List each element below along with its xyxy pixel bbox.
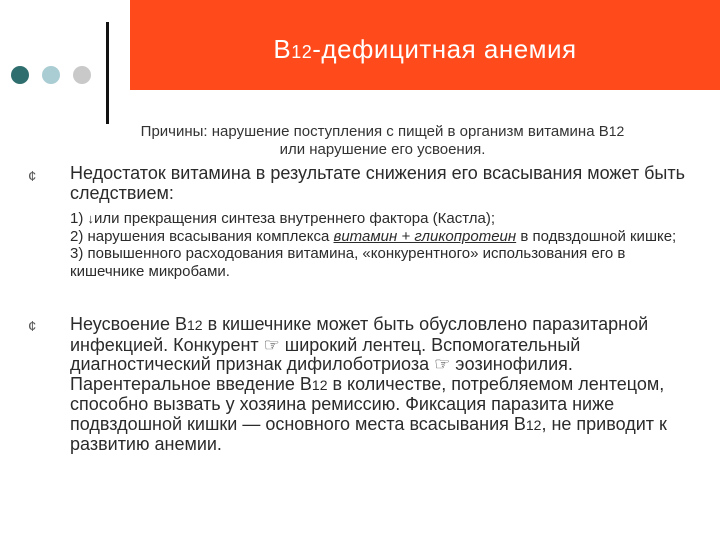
divider-line — [106, 22, 109, 124]
slide-title — [130, 34, 720, 65]
title-prefix: B — [273, 34, 292, 64]
bullet-icon: ¢ — [28, 168, 37, 185]
decor-dot-grey — [73, 66, 91, 84]
sublist-item-2: 2) нарушения всасывания комплекса витамин + гликопротеин в подвздошной кишке; — [70, 227, 677, 245]
causes-line-2: или нарушение его усвоения. — [279, 141, 486, 158]
sublist-item-1: 1) ↓или прекращения синтеза внутреннего фактора (Кастла); — [70, 210, 496, 227]
causes-text — [70, 122, 695, 159]
decor-dot-light — [42, 66, 60, 84]
decor-dot-dark — [11, 66, 29, 84]
sublist-item-3: 3) повышенного расходования витамина, «конкурентного» использования его в кишечнике микробами. — [70, 245, 626, 280]
paragraph-malabsorption: Неусвоение B12 в кишечнике может быть обусловлено паразитарной инфекцией. Конкурент ☞ широкий лентец. Вспомогательный диагностический признак дифилоботриоза ☞ эозинофилия. Парентеральное введение B12 в количестве, потребляемом лентецом, способно вызвать у хозяина ремиссию. Фиксация паразита ниже подвздошной кишки — основного места всасывания B12, не приводит к развитию анемии. — [70, 314, 667, 454]
paragraph-deficiency: Недостаток витамина в результате снижения его всасывания может быть следствием: — [70, 163, 685, 203]
title-subscript: 12 — [291, 42, 313, 62]
down-arrow-icon: ↓ — [87, 211, 95, 226]
title-rest: -дефицитная анемия — [312, 34, 577, 64]
causes-line-1: Причины: нарушение поступления с пищей в организм витамина B12 — [140, 123, 625, 140]
pointing-hand-icon: ☞ — [434, 354, 451, 374]
bullet-icon: ¢ — [28, 318, 37, 335]
pointing-hand-icon: ☞ — [263, 334, 280, 355]
title-bar — [130, 0, 720, 90]
cause-sublist — [70, 210, 690, 280]
